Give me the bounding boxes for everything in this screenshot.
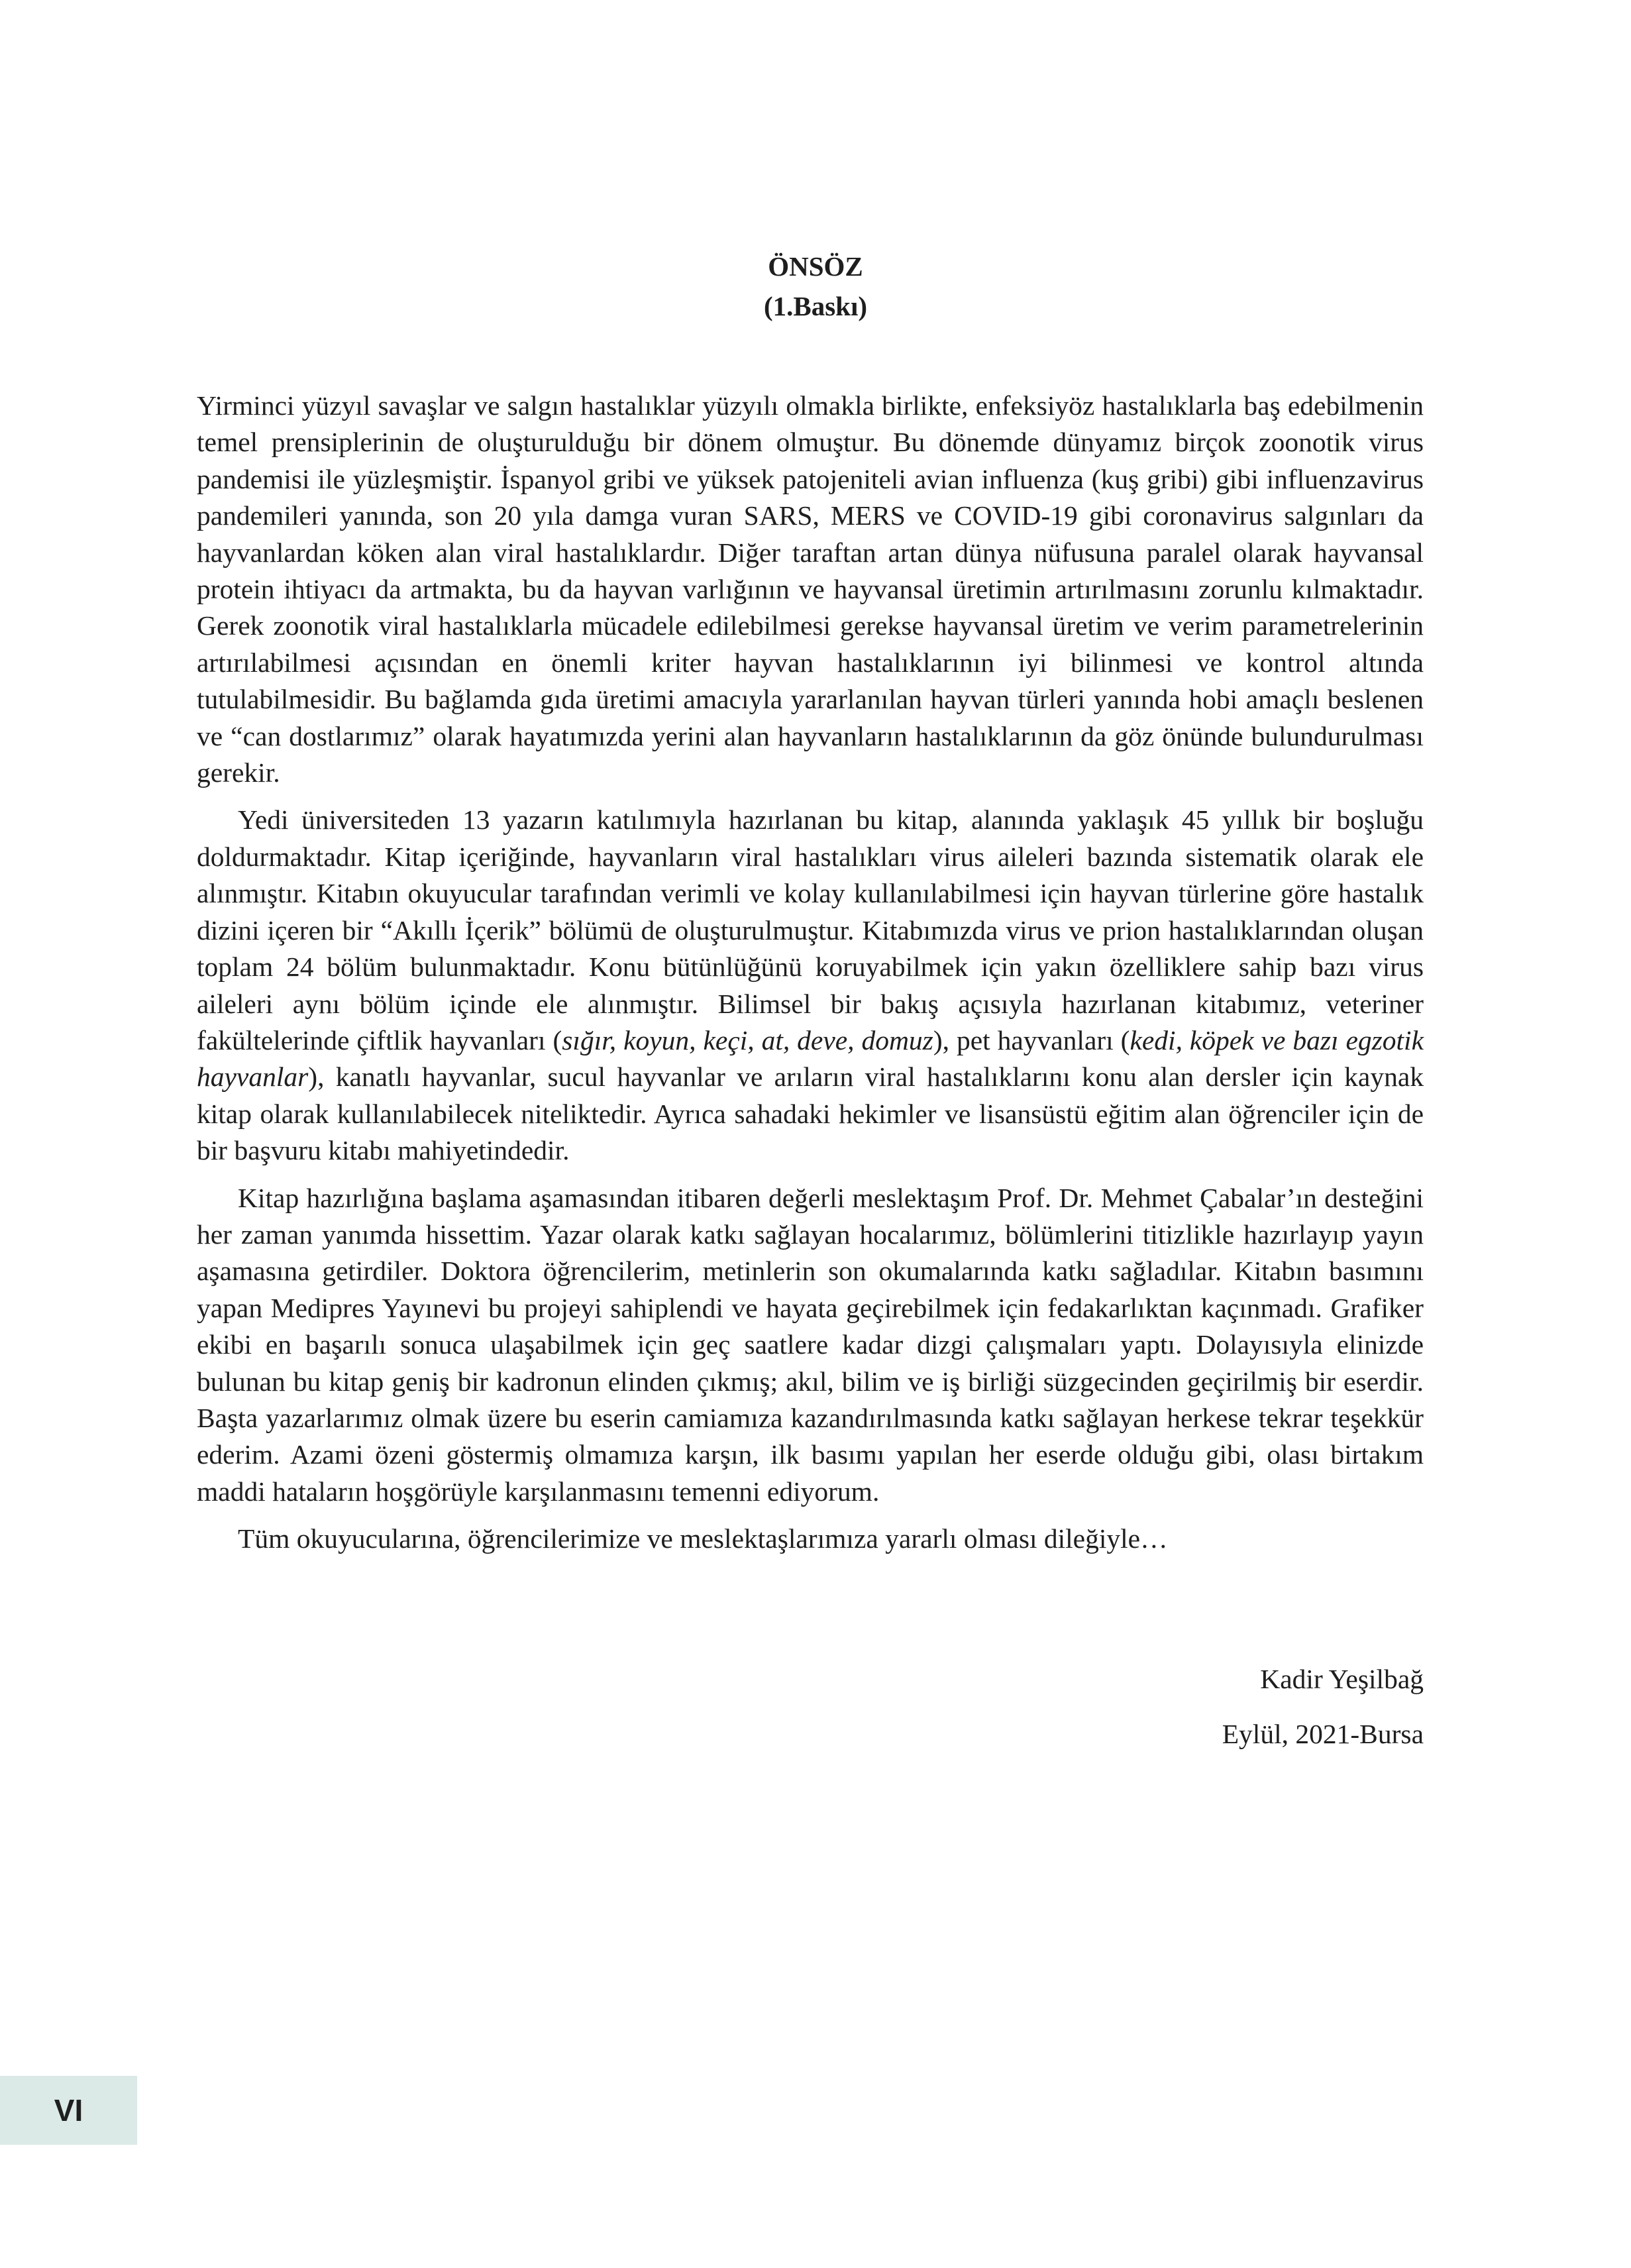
edition-subtitle: (1.Baskı) [763, 291, 868, 321]
paragraph-3: Kitap hazırlığına başlama aşamasından itibaren değerli meslektaşım Prof. Dr. Mehmet Çabalar’ın desteğini her zaman yanımda hissettim. Yazar olarak katkı sağlayan hocalarımız, bölümlerini titizlikle hazırlayıp yayın aşamasına getirdiler. Doktora öğrencilerim, metinlerin son okumalarında katkı sağladılar. Kitabın basımını yapan Medipres Yayınevi bu projeyi sahiplendi ve hayata geçirebilmek için fedakarlıktan kaçınmadı. Grafiker ekibi en başarılı sonuca ulaşabilmek için geç saatlere kadar dizgi çalışmaları yaptı. Dolayısıyla elinizde bulunan bu kitap geniş bir kadronun elinden çıkmış; akıl, bilim ve iş birliği süzgecinden geçirilmiş bir eserdir. Başta yazarlarımız olmak üzere bu eserin camiamıza kazandırılmasında katkı sağlayan herkese tekrar teşekkür ederim. Azami özeni göstermiş olmamıza karşın, ilk basımı yapılan her eserde olduğu gibi, olası birtakım maddi hataların hoşgörüyle karşılanmasını temenni ediyorum. [197, 1182, 1424, 1507]
page-number: VI [54, 2093, 83, 2128]
signature-block [1222, 1661, 1424, 1771]
pet-animals-italic: kedi, köpek ve bazı egzotik hayvanlar [197, 1024, 1424, 1093]
preface-title: ÖNSÖZ [768, 251, 863, 282]
paragraph-2 [197, 802, 1424, 1169]
page-number-tab [0, 2076, 137, 2145]
preface-heading [0, 246, 1631, 326]
paragraph-2-end: ), kanatlı hayvanlar, sucul hayvanlar ve arıların viral hastalıklarını konu alan dersler için kaynak kitap olarak kullanılabilecek niteliktedir. Ayrıca sahadaki hekimler ve lisansüstü eğitim alan öğrenciler için de bir başvuru kitabı mahiyetindedir. [197, 1061, 1424, 1166]
paragraph-2-start: Yedi üniversiteden 13 yazarın katılımıyla hazırlanan bu kitap, alanında yaklaşık 45 yıllık bir boşluğu doldurmaktadır. Kitap içeriğinde, hayvanların viral hastalıkları virus aileleri bazında sistematik olarak ele alınmıştır. Kitabın okuyucular tarafından verimli ve kolay kullanılabilmesi için hayvan türlerine göre hastalık dizini içeren bir “Akıllı İçerik” bölümü de oluşturulmuştur. Kitabımızda virus ve prion hastalıklarından oluşan toplam 24 bölüm bulunmaktadır. Konu bütünlüğünü koruyabilmek için yakın özelliklere sahip bazı virus aileleri aynı bölüm içinde ele alınmıştır. Bilimsel bir bakış açısıyla hazırlanan kitabımız, veteriner fakültelerinde çiftlik hayvanları ( [197, 804, 1424, 1055]
paragraph-2-mid: ), pet hayvanları ( [933, 1024, 1130, 1055]
preface-body [197, 388, 1424, 1568]
paragraph-4: Tüm okuyucularına, öğrencilerimize ve meslektaşlarımıza yararlı olması dileğiyle… [238, 1523, 1168, 1554]
paragraph-1: Yirminci yüzyıl savaşlar ve salgın hastalıklar yüzyılı olmakla birlikte, enfeksiyöz hastalıklarla baş edebilmenin temel prensiplerinin de oluşturulduğu bir dönem olmuştur. Bu dönemde dünyamız birçok zoonotik virus pandemisi ile yüzleşmiştir. İspanyol gribi ve yüksek patojeniteli avian influenza (kuş gribi) gibi influenzavirus pandemileri yanında, son 20 yıla damga vuran SARS, MERS ve COVID-19 gibi coronavirus salgınları da hayvanlardan köken alan viral hastalıklardır. Diğer taraftan artan dünya nüfusuna paralel olarak hayvansal protein ihtiyacı da artmakta, bu da hayvan varlığının ve hayvansal üretimin artırılmasını zorunlu kılmaktadır. Gerek zoonotik viral hastalıklarla mücadele edilebilmesi gerekse hayvansal üretim ve verim parametrelerinin artırılabilmesi açısından en önemli kriter hayvan hastalıklarının iyi bilinmesi ve kontrol altında tutulabilmesidir. Bu bağlamda gıda üretimi amacıyla yararlanılan hayvan türleri yanında hobi amaçlı beslenen ve “can dostlarımız” olarak hayatımızda yerini alan hayvanların hastalıklarının da göz önünde bulundurulması gerekir. [197, 390, 1424, 788]
date-place: Eylül, 2021-Bursa [1222, 1719, 1424, 1749]
author-name: Kadir Yeşilbağ [1260, 1664, 1424, 1694]
farm-animals-italic: sığır, koyun, keçi, at, deve, domuz [562, 1024, 933, 1055]
